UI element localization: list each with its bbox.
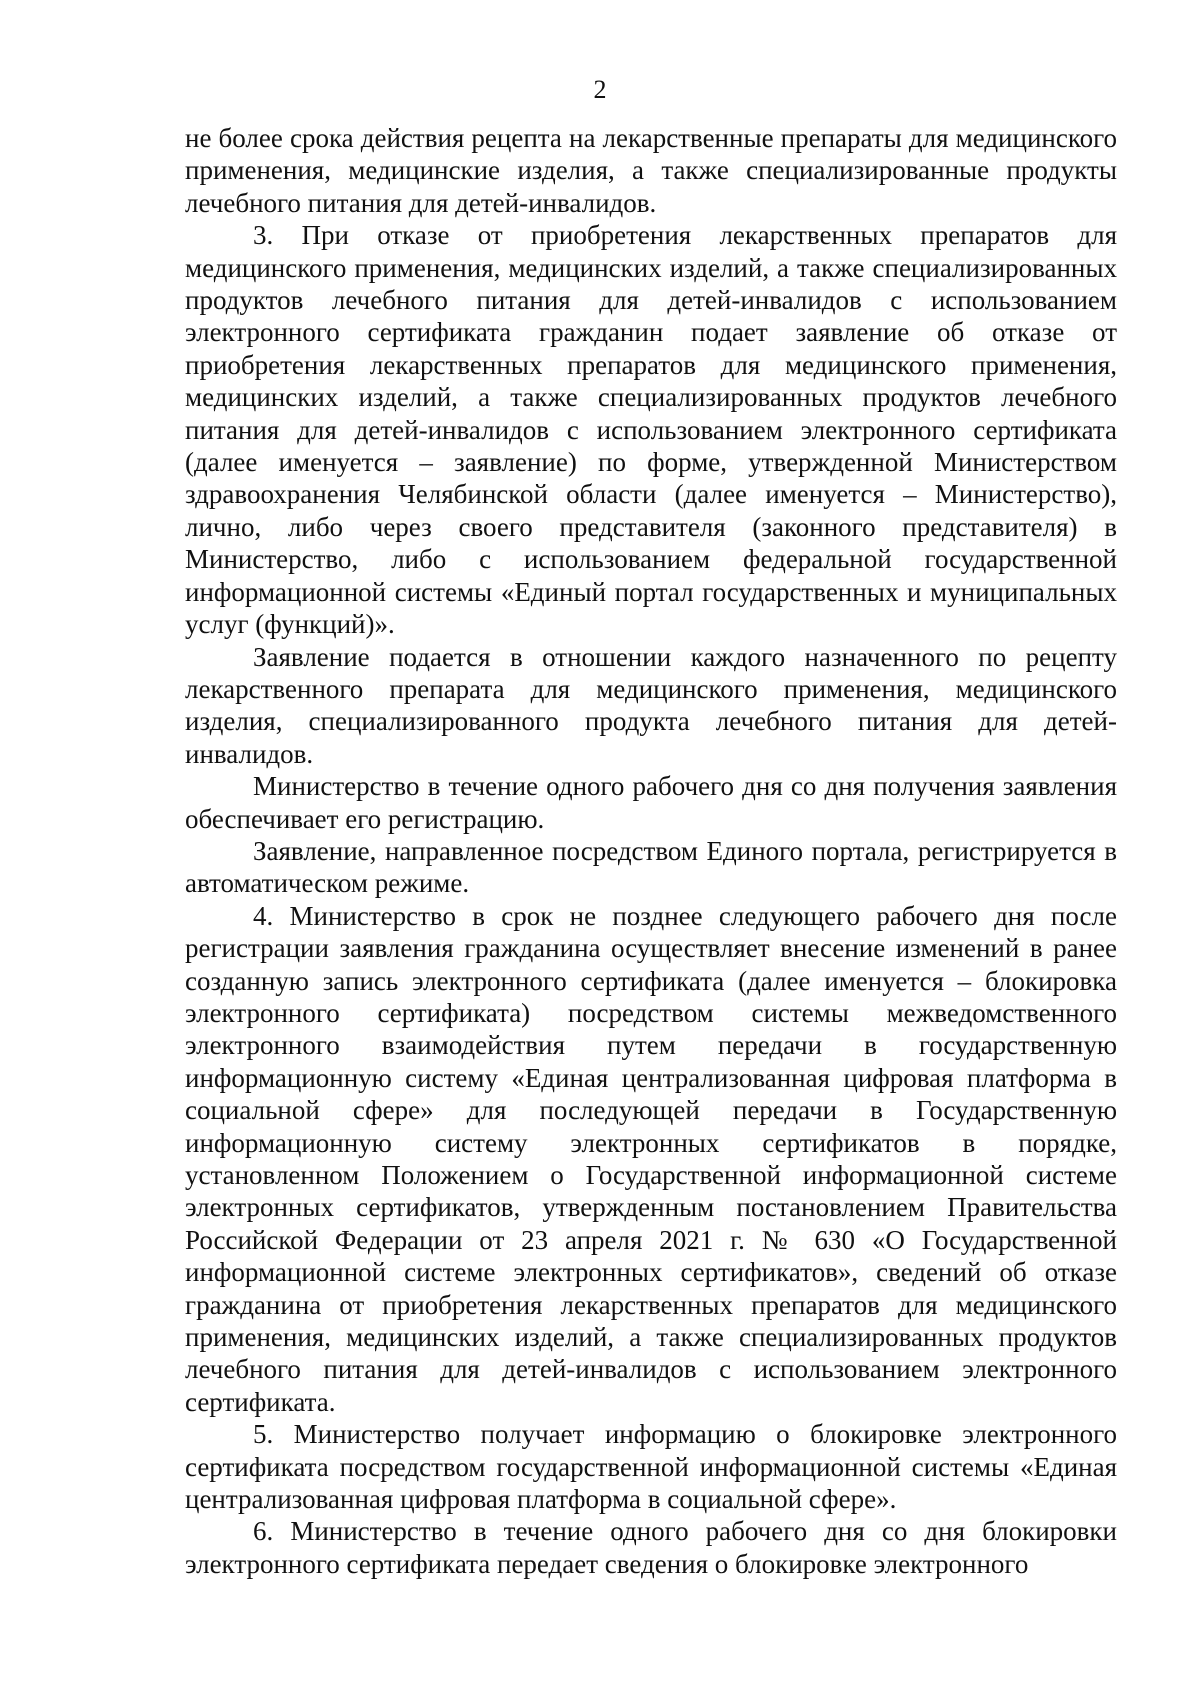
paragraph-application-scope: Заявление подается в отношении каждого назначенного по рецепту лекарственного препарата для медицинского применения, медицинского изделия, специализированного продукта лечебного питания для детей-инвалидов. bbox=[185, 641, 1117, 769]
paragraph-item-6: 6. Министерство в течение одного рабочего дня со дня блокировки электронного сертификата передает сведения о блокировке электронного bbox=[185, 1516, 1117, 1579]
paragraph-item-3: 3. При отказе от приобретения лекарственных препаратов для медицинского применения, медицинских изделий, а также специализированных продуктов лечебного питания для детей-инвалидов с использованием электронного сертификата гражданин подает заявление об отказе от приобретения лекарственных препаратов для медицинского применения, медицинских изделий, а также специализированных продуктов лечебного питания для детей-инвалидов с использованием электронного сертификата (далее именуется – заявление) по форме, утвержденной Министерством здравоохранения Челябинской области (далее именуется – Министерство), лично, либо через своего представителя (законного представителя) в Министерство, либо с использованием федеральной государственной информационной системы «Единый портал государственных и муниципальных услуг (функций)». bbox=[185, 220, 1117, 640]
document-body bbox=[185, 122, 1117, 1580]
paragraph-item-4: 4. Министерство в срок не позднее следующего рабочего дня после регистрации заявления гражданина осуществляет внесение изменений в ранее созданную запись электронного сертификата (далее именуется – блокировка электронного сертификата) посредством системы межведомственного электронного взаимодействия путем передачи в государственную информационную систему «Единая централизованная цифровая платформа в социальной сфере» для последующей передачи в Государственную информационную систему электронных сертификатов в порядке, установленном Положением о Государственной информационной системе электронных сертификатов, утвержденным постановлением Правительства Российской Федерации от 23 апреля 2021 г. № 630 «О Государственной информационной системе электронных сертификатов», сведений об отказе гражданина от приобретения лекарственных препаратов для медицинского применения, медицинских изделий, а также специализированных продуктов лечебного питания для детей-инвалидов с использованием электронного сертификата. bbox=[185, 900, 1117, 1417]
paragraph-continuation: не более срока действия рецепта на лекарственные препараты для медицинского применения, медицинские изделия, а также специализированные продукты лечебного питания для детей-инвалидов. bbox=[185, 123, 1117, 218]
paragraph-portal-registration: Заявление, направленное посредством Единого портала, регистрируется в автоматическом режиме. bbox=[185, 835, 1117, 899]
page-number: 2 bbox=[593, 75, 607, 104]
paragraph-registration: Министерство в течение одного рабочего дня со дня получения заявления обеспечивает его регистрацию. bbox=[185, 771, 1117, 834]
paragraph-item-5: 5. Министерство получает информацию о блокировке электронного сертификата посредством государственной информационной системы «Единая централизованная цифровая платформа в социальной сфере». bbox=[185, 1419, 1117, 1515]
